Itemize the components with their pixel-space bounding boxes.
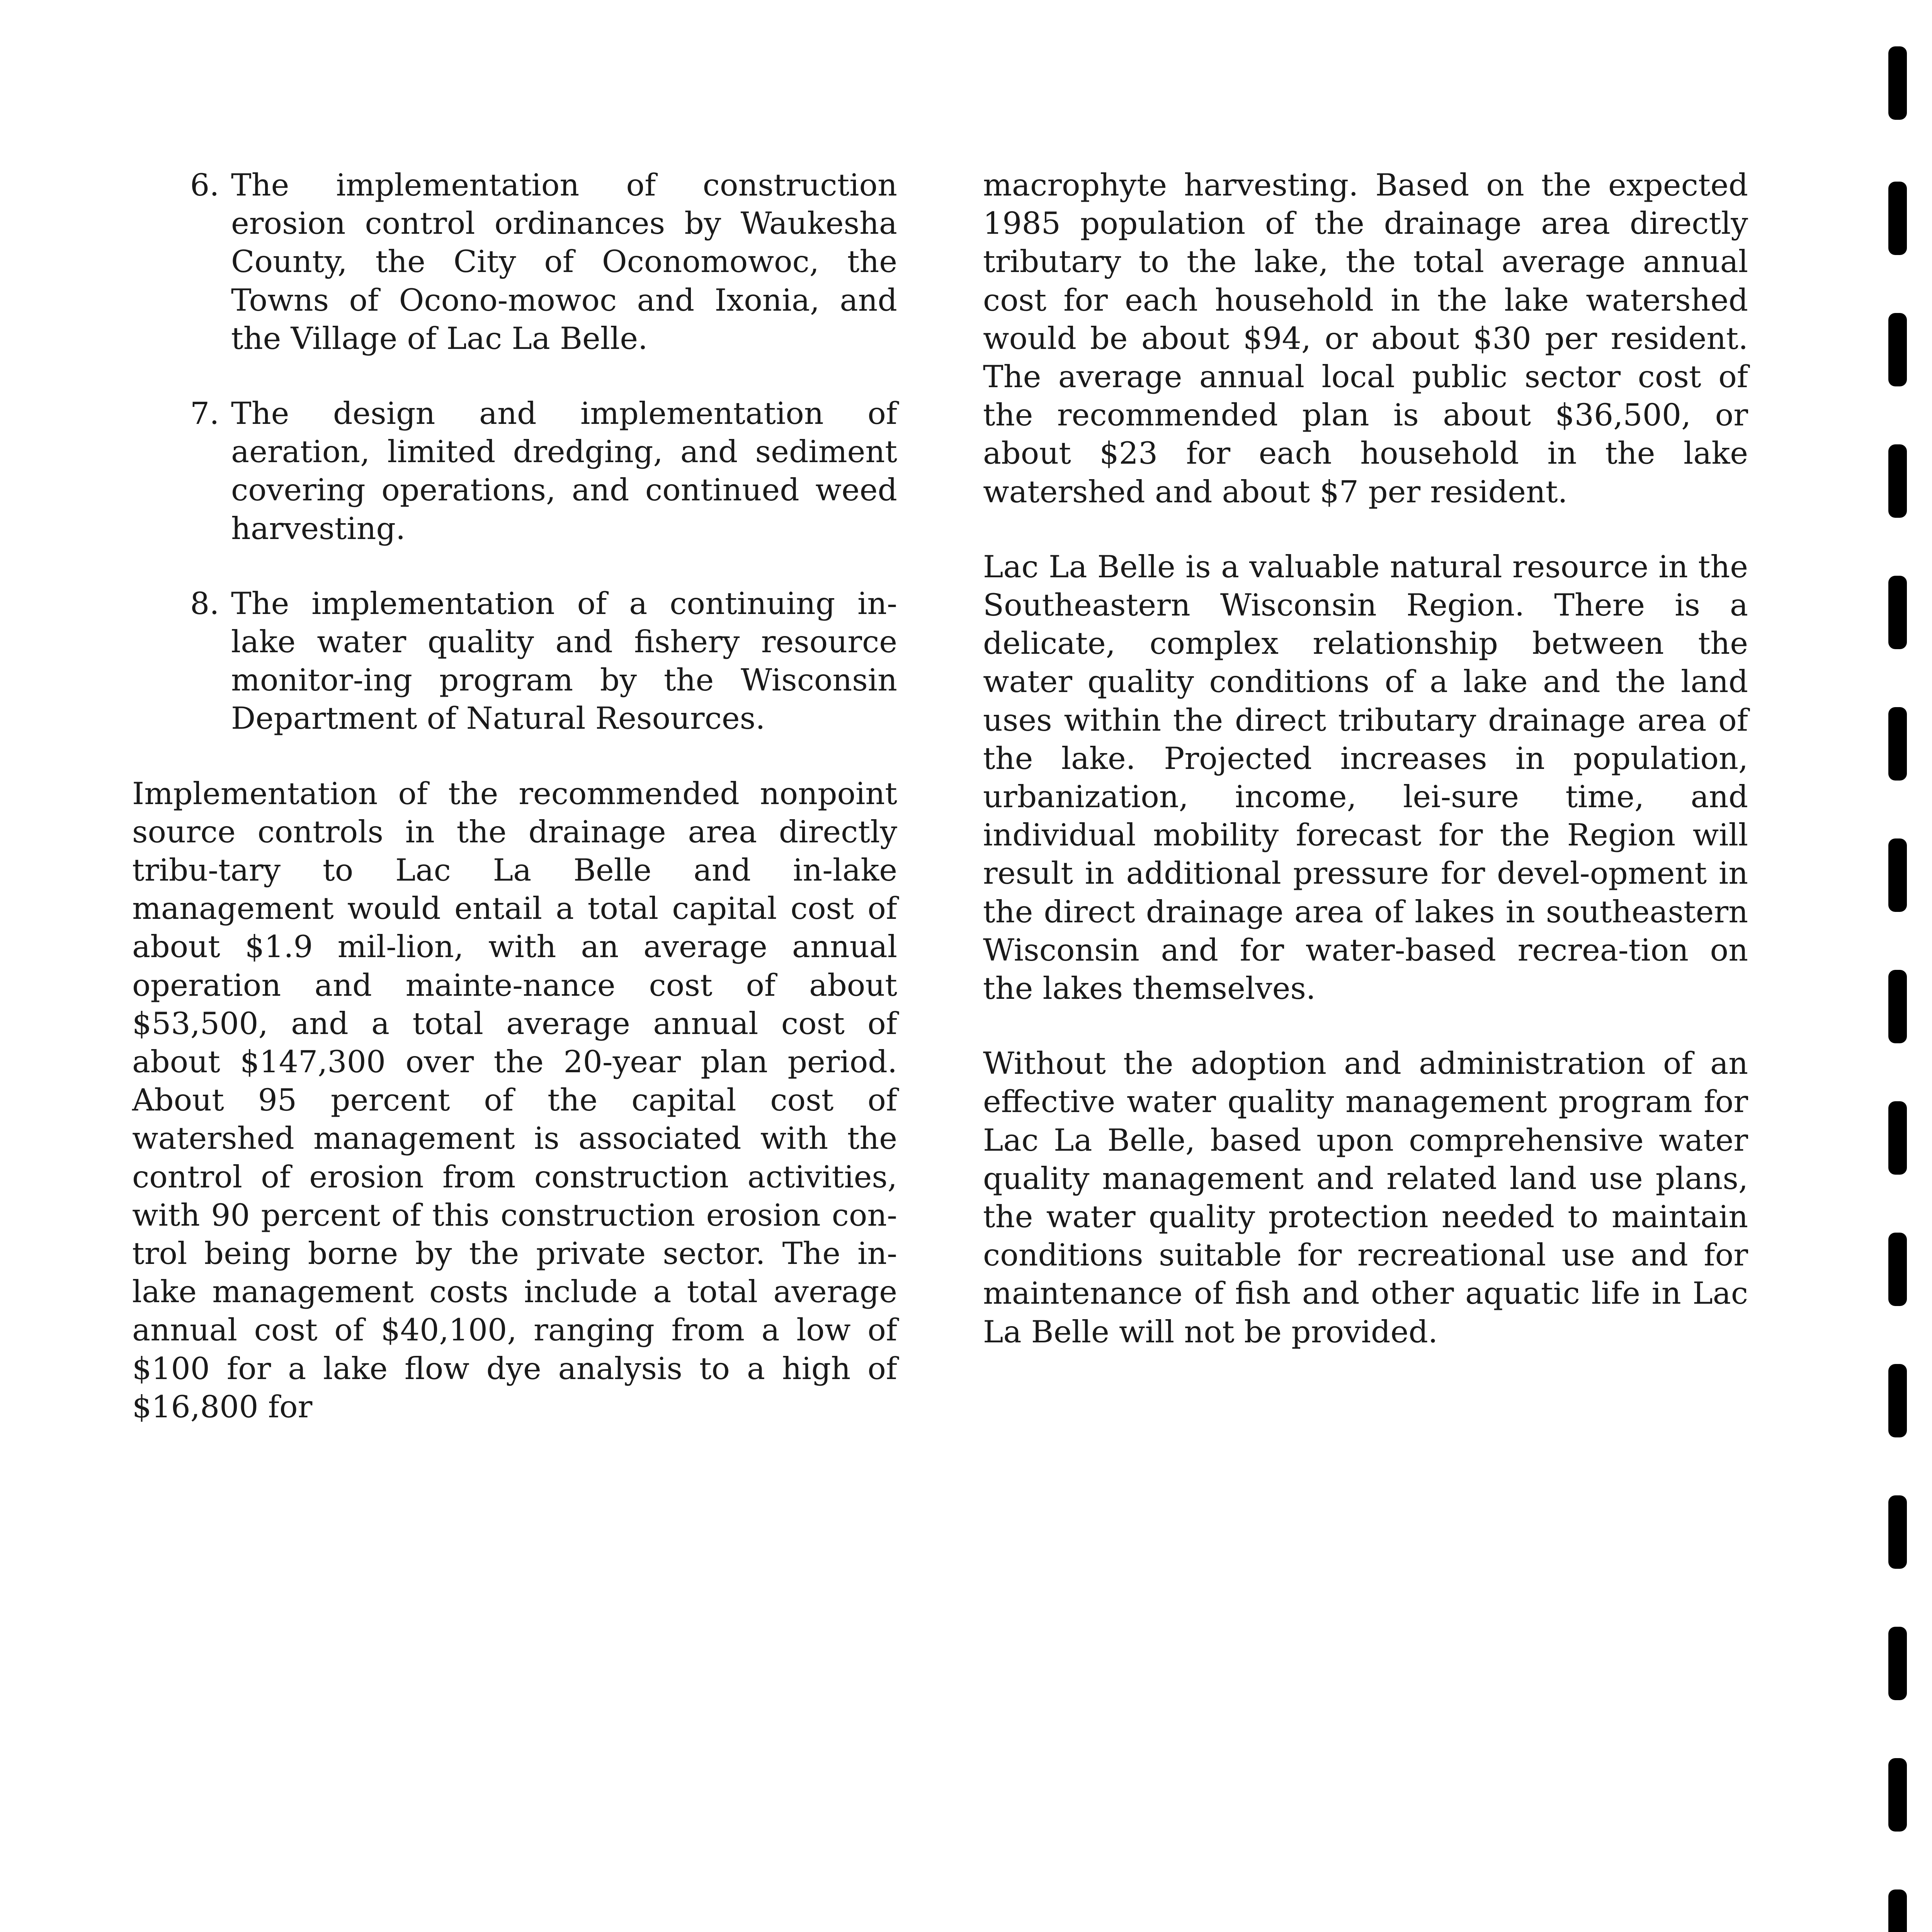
binding-holes	[1880, 0, 1915, 1932]
binding-hole	[1888, 970, 1907, 1043]
binding-hole	[1888, 46, 1907, 120]
binding-hole	[1888, 838, 1907, 912]
binding-hole	[1888, 313, 1907, 386]
list-item-text: The design and implementation of aeration, limited dredging, and sediment covering operations, and continued weed harvesting.	[231, 396, 897, 546]
binding-hole	[1888, 1889, 1907, 1932]
list-item-number: 8.	[190, 585, 219, 621]
list-item-text: The implementation of construction erosion control ordinances by Waukesha County, the City of Oconomowoc, the Towns of Ocono-mowoc and Ixonia, and the Village of Lac La Belle.	[231, 167, 897, 356]
natural-resource-paragraph: Lac La Belle is a valuable natural resource in the Southeastern Wisconsin Region. There is a delicate, complex relationship between the water quality conditions of a lake and the land uses within the direct tributary drainage area of the lake. Projected increases in population, urbanization, income, lei-sure time, and individual mobility forecast for the Region will result in additional pressure for devel-opment in the direct drainage area of lakes in southeastern Wisconsin and for water-based recrea-tion on the lakes themselves.	[983, 549, 1748, 1007]
list-item-6	[132, 166, 897, 358]
left-column	[132, 166, 897, 1463]
binding-hole	[1888, 1233, 1907, 1306]
right-column	[983, 166, 1748, 1388]
binding-hole	[1888, 444, 1907, 518]
binding-hole	[1888, 1364, 1907, 1437]
binding-hole	[1888, 1627, 1907, 1700]
binding-hole	[1888, 576, 1907, 649]
binding-hole	[1888, 1101, 1907, 1175]
harvesting-cost-paragraph: macrophyte harvesting. Based on the expected 1985 population of the drainage area directly tributary to the lake, the total average annual cost for each household in the lake watershed would be about $94, or about $30 per resident. The average annual local public sector cost of the recommended plan is about $36,500, or about $23 for each household in the lake watershed and about $7 per resident.	[983, 167, 1748, 510]
implementation-cost-paragraph: Implementation of the recommended nonpoint source controls in the drainage area directly tribu-tary to Lac La Belle and in-lake management would entail a total capital cost of about $1.9 mil-lion, with an average annual operation and mainte-nance cost of about $53,500, and a total average annual cost of about $147,300 over the 20-year plan period. About 95 percent of the capital cost of watershed management is associated with the control of erosion from construction activities, with 90 percent of this construction erosion con-trol being borne by the private sector. The in-lake management costs include a total average annual cost of $40,100, ranging from a low of $100 for a lake flow dye analysis to a high of $16,800 for	[132, 776, 897, 1425]
binding-hole	[1888, 182, 1907, 255]
list-item-8	[132, 585, 897, 738]
list-item-text: The implementation of a continuing in-lake water quality and fishery resource monitor-ing program by the Wisconsin Department of Natural Resources.	[231, 585, 897, 736]
conclusion-paragraph: Without the adoption and administration of an effective water quality management program for Lac La Belle, based upon comprehensive water quality management and related land use plans, the water quality protection needed to maintain conditions suitable for recreational use and for maintenance of fish and other aquatic life in Lac La Belle will not be provided.	[983, 1046, 1748, 1350]
list-item-number: 6.	[190, 167, 219, 203]
binding-hole	[1888, 1758, 1907, 1832]
binding-hole	[1888, 707, 1907, 781]
binding-hole	[1888, 1495, 1907, 1569]
list-item-7	[132, 395, 897, 548]
list-item-number: 7.	[190, 396, 219, 432]
